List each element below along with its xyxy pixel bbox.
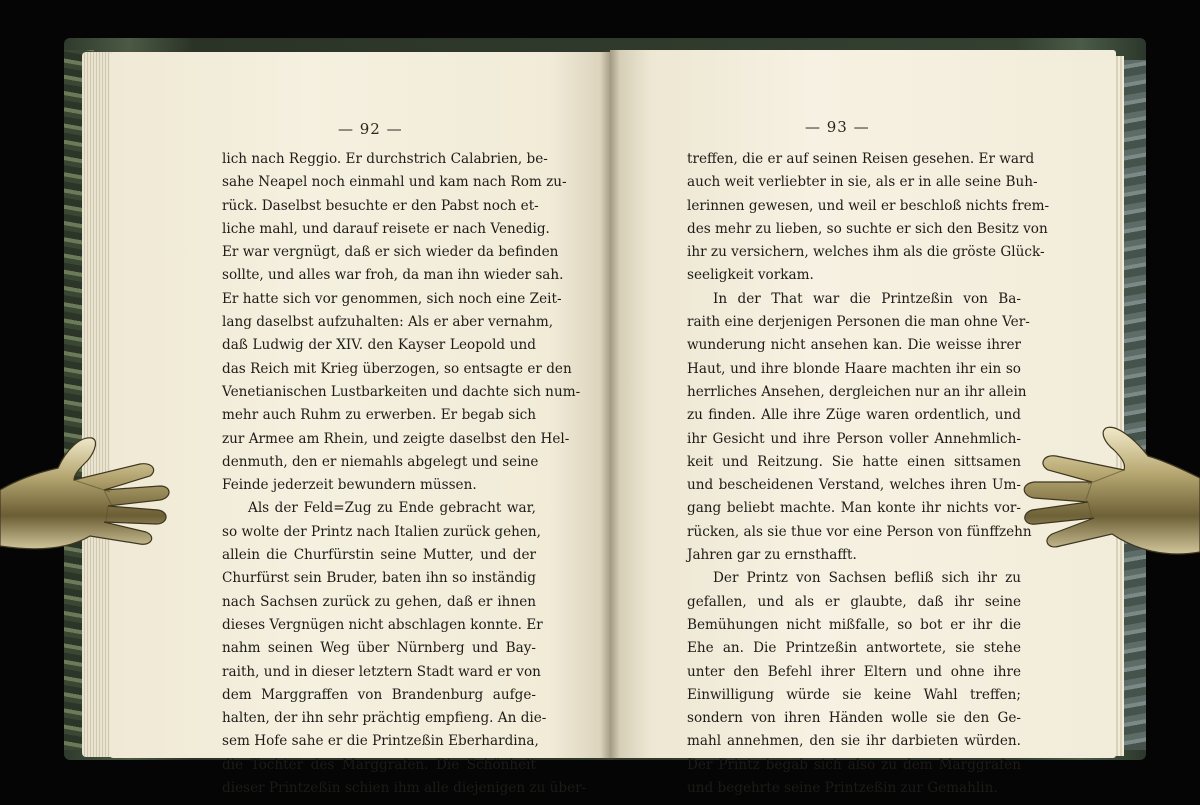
text-line: und bescheidenen Verstand, welches ihren Um- bbox=[687, 477, 1021, 494]
text-line: sondern von ihren Händen wolle sie den Ge- bbox=[687, 710, 1021, 727]
text-line: seeligkeit vorkam. bbox=[687, 267, 814, 284]
text-line: lerinnen gewesen, und weil er beschloß nichts frem- bbox=[687, 197, 1050, 214]
brass-hand-right-icon bbox=[1016, 420, 1200, 570]
right-page-text bbox=[687, 148, 1050, 800]
brass-hand-left-icon bbox=[0, 428, 172, 568]
page-number-right: — 93 — bbox=[805, 118, 870, 136]
text-line: daß Ludwig der XIV. den Kayser Leopold und bbox=[222, 337, 536, 354]
book-gutter bbox=[600, 50, 620, 760]
text-line: ihr zu versichern, welches ihm als die gröste Glück- bbox=[687, 244, 1045, 261]
text-line: sahe Neapel noch einmahl und kam nach Rom zu- bbox=[222, 174, 567, 191]
text-line: ihr Gesicht und ihre Person voller Annehmlich- bbox=[687, 430, 1021, 447]
text-line: rücken, als sie thue vor eine Person von fünffzehn bbox=[687, 523, 1032, 540]
text-line: halten, der ihn sehr prächtig empfieng. An die- bbox=[222, 710, 547, 727]
text-line: Der Printz begab sich also zu dem Marggrafen bbox=[687, 756, 1021, 773]
text-line: und begehrte seine Printzeßin zur Gemahlin. bbox=[687, 780, 998, 797]
text-line: denmuth, den er niemahls abgelegt und seine bbox=[222, 453, 539, 470]
text-line: dem Marggraffen von Brandenburg aufge- bbox=[222, 686, 536, 703]
text-line: In der That war die Printzeßin von Ba- bbox=[713, 290, 1021, 307]
text-line: gang beliebt machte. Man konte ihr nichts vor- bbox=[687, 500, 1021, 517]
text-line: Haut, und ihre blonde Haare machten ihr ein so bbox=[687, 360, 1021, 377]
text-line: sollte, und alles war froh, da man ihn wieder sah. bbox=[222, 267, 564, 284]
text-line: raith, und in dieser letztern Stadt ward er von bbox=[222, 663, 541, 680]
text-line: lich nach Reggio. Er durchstrich Calabrien, be- bbox=[222, 151, 548, 167]
text-line: keit und Reitzung. Sie hatte einen sittsamen bbox=[687, 453, 1021, 470]
text-line: liche mahl, und darauf reisete er nach Venedig. bbox=[222, 220, 550, 237]
text-line: Venetianischen Lustbarkeiten und dachte sich num- bbox=[222, 383, 581, 400]
text-line: Jahren gar zu ernsthafft. bbox=[687, 547, 857, 564]
text-line: lang daselbst aufzuhalten: Als er aber vernahm, bbox=[222, 314, 554, 331]
text-line: herrliches Ansehen, dergleichen nur an ihr allein bbox=[687, 383, 1027, 400]
text-line: treffen, die er auf seinen Reisen gesehen. Er ward bbox=[687, 151, 1035, 167]
text-line: auch weit verliebter in sie, als er in alle seine Buh- bbox=[687, 174, 1038, 191]
text-line: Ehe an. Die Printzeßin antwortete, sie stehe bbox=[687, 640, 1021, 657]
text-line: des mehr zu lieben, so suchte er sich den Besitz von bbox=[687, 220, 1048, 237]
text-line: rück. Daselbst besuchte er den Pabst noch et- bbox=[222, 197, 539, 214]
text-line: unter den Befehl ihrer Eltern und ohne ihre bbox=[687, 663, 1021, 680]
text-line: mehr auch Ruhm zu erwerben. Er begab sich bbox=[222, 407, 536, 424]
text-line: Bemühungen nicht mißfalle, so bot er ihr die bbox=[687, 616, 1021, 633]
text-line: gefallen, und als er glaubte, daß ihr seine bbox=[687, 593, 1021, 610]
text-line: die Tochter des Marggrafen. Die Schönheit bbox=[222, 756, 536, 773]
text-line: Einwilligung würde sie keine Wahl treffen; bbox=[687, 686, 1021, 703]
text-line: Er hatte sich vor genommen, sich noch eine Zeit- bbox=[222, 290, 562, 307]
right-page bbox=[610, 50, 1116, 797]
text-line: wunderung nicht ansehen kan. Die weisse ihrer bbox=[687, 337, 1021, 354]
text-line: Churfürst sein Bruder, baten ihn so inständig bbox=[222, 570, 536, 587]
text-line: das Reich mit Krieg überzogen, so entsagte er den bbox=[222, 360, 572, 377]
text-line: dieser Printzeßin schien ihm alle diejenigen zu über- bbox=[222, 780, 587, 797]
text-line: nahm seinen Weg über Nürnberg und Bay- bbox=[222, 640, 536, 657]
left-page-text bbox=[222, 148, 587, 800]
text-line: Er war vergnügt, daß er sich wieder da befinden bbox=[222, 244, 559, 261]
page-number-left: — 92 — bbox=[338, 120, 403, 138]
text-line: nach Sachsen zurück zu gehen, daß er ihnen bbox=[222, 593, 536, 610]
text-line: zu finden. Alle ihre Züge waren ordentlich, und bbox=[687, 407, 1021, 424]
text-line: allein die Churfürstin seine Mutter, und der bbox=[222, 547, 536, 564]
text-line: Feinde jederzeit bewundern müssen. bbox=[222, 477, 477, 494]
text-line: so wolte der Printz nach Italien zurück gehen, bbox=[222, 523, 542, 540]
text-line: dieses Vergnügen nicht abschlagen konnte. Er bbox=[222, 616, 543, 633]
text-line: Der Printz von Sachsen befliß sich ihr zu bbox=[713, 570, 1021, 587]
left-page bbox=[110, 52, 610, 797]
text-line: zur Armee am Rhein, und zeigte daselbst den Hel- bbox=[222, 430, 570, 447]
text-line: raith eine derjenigen Personen die man ohne Ver- bbox=[687, 314, 1030, 331]
text-line: mahl annehmen, den sie ihr darbieten würden. bbox=[687, 733, 1021, 750]
text-line: Als der Feld=Zug zu Ende gebracht war, bbox=[248, 500, 536, 517]
text-line: sem Hofe sahe er die Printzeßin Eberhardina, bbox=[222, 733, 539, 750]
